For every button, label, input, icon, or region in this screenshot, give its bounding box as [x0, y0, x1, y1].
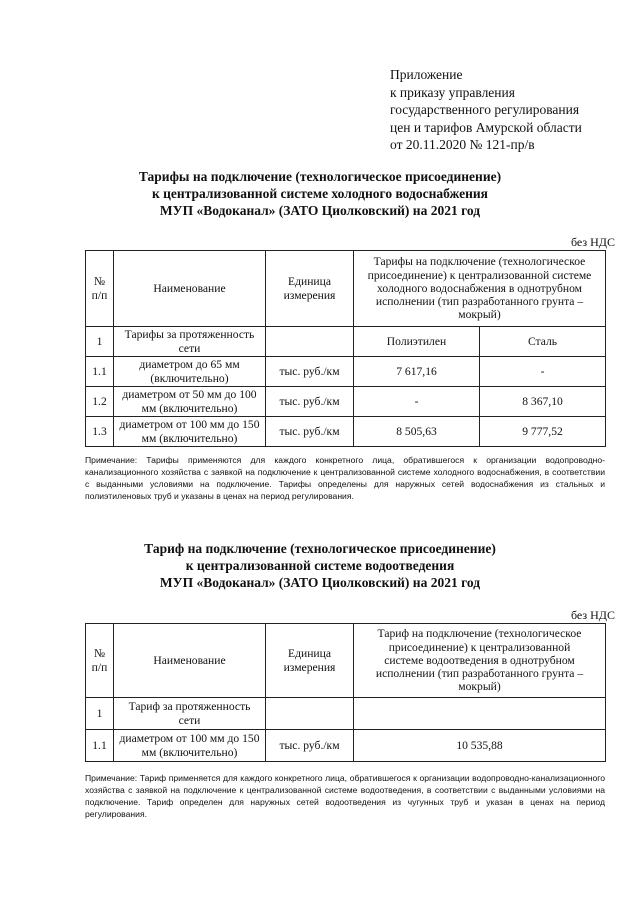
table-row: [86, 730, 606, 762]
table-header-row: [86, 251, 606, 327]
water-supply-title: [60, 168, 580, 219]
wastewater-note: Примечание: Тариф применяется для каждого конкретного лица, обратившегося к организации водопроводно-канализационного хозяйства с заявкой на подключение к централизованной системе водоотведения, в соответствии с выданными условиями на подключение. Тариф определен для наружных сетей водоотведения из чугунных труб и указан в ценах на период регулирования.: [85, 773, 605, 819]
title-line: МУП «Водоканал» (ЗАТО Циолковский) на 2021 год: [159, 575, 481, 590]
cell-value-polyethylene: 7 617,16: [354, 357, 480, 387]
cell-value-steel: 9 777,52: [480, 417, 606, 447]
cell-name: диаметром от 100 мм до 150 мм (включительно): [114, 417, 266, 447]
appendix-line: цен и тарифов Амурской области: [390, 119, 582, 135]
cell-num: 1: [86, 698, 114, 730]
header-name: Наименование: [114, 251, 266, 327]
header-name: Наименование: [114, 624, 266, 698]
cell-num: 1.1: [86, 730, 114, 762]
cell-value-steel: 8 367,10: [480, 387, 606, 417]
title-line: к централизованной системе холодного водоснабжения: [152, 186, 488, 201]
appendix-header: [390, 66, 630, 154]
cell-unit: тыс. руб./км: [266, 387, 354, 417]
table-section-row: [86, 698, 606, 730]
table-header-row: [86, 624, 606, 698]
cell-num: 1.3: [86, 417, 114, 447]
cell-name: диаметром до 65 мм (включительно): [114, 357, 266, 387]
header-tariff: Тарифы на подключение (технологическое присоединение) к централизованной системе холодного водоснабжения в однотрубном исполнении (тип разработанного грунта – мокрый): [354, 251, 606, 327]
cell-num: 1: [86, 327, 114, 357]
cell-unit: [266, 327, 354, 357]
table-row: [86, 417, 606, 447]
cell-value-polyethylene: 8 505,63: [354, 417, 480, 447]
wastewater-title: [60, 540, 580, 591]
cell-name: Тарифы за протяженность сети: [114, 327, 266, 357]
header-unit: Единица измерения: [266, 251, 354, 327]
cell-num: 1.1: [86, 357, 114, 387]
title-line: Тариф на подключение (технологическое присоединение): [144, 541, 496, 556]
table-row: [86, 357, 606, 387]
header-tariff: Тариф на подключение (технологическое присоединение) к централизованной системе водоотведения в однотрубном исполнении (тип разработанного грунта – мокрый): [354, 624, 606, 698]
title-line: Тарифы на подключение (технологическое присоединение): [138, 169, 502, 184]
cell-unit: тыс. руб./км: [266, 417, 354, 447]
appendix-line: от 20.11.2020 № 121-пр/в: [390, 137, 535, 152]
cell-value-polyethylene: -: [354, 387, 480, 417]
appendix-line: Приложение: [390, 67, 463, 82]
appendix-line: к приказу управления: [390, 84, 515, 100]
cell-name: Тариф за протяженность сети: [114, 698, 266, 730]
cell-material-polyethylene: Полиэтилен: [354, 327, 480, 357]
title-line: МУП «Водоканал» (ЗАТО Циолковский) на 2021 год: [159, 203, 481, 218]
water-supply-note: Примечание: Тарифы применяются для каждого конкретного лица, обратившегося к организации водопроводно-канализационного хозяйства с заявкой на подключение к централизованной системе холодного водоснабжения, в соответствии с выданными условиями на подключение. Тарифы определены для наружных сетей водоснабжения из стальных и полиэтиленовых труб и указаны в ценах на период регулирования.: [85, 455, 605, 501]
header-num: № п/п: [86, 624, 114, 698]
header-num: № п/п: [86, 251, 114, 327]
table-row: [86, 387, 606, 417]
cell-name: диаметром от 100 мм до 150 мм (включительно): [114, 730, 266, 762]
cell-unit: тыс. руб./км: [266, 730, 354, 762]
appendix-line: государственного регулирования: [390, 102, 580, 117]
title-line: к централизованной системе водоотведения: [185, 558, 455, 573]
cell-unit: [266, 698, 354, 730]
header-unit: Единица измерения: [266, 624, 354, 698]
cell-num: 1.2: [86, 387, 114, 417]
cell-name: диаметром от 50 мм до 100 мм (включительно): [114, 387, 266, 417]
table-section-row: [86, 327, 606, 357]
wastewater-nds-label: без НДС: [570, 608, 615, 622]
cell-value: 10 535,88: [354, 730, 606, 762]
wastewater-table: [85, 623, 606, 762]
water-supply-nds-label: без НДС: [570, 235, 615, 249]
cell-value: [354, 698, 606, 730]
cell-material-steel: Сталь: [480, 327, 606, 357]
water-supply-table: [85, 250, 606, 447]
cell-value-steel: -: [480, 357, 606, 387]
cell-unit: тыс. руб./км: [266, 357, 354, 387]
